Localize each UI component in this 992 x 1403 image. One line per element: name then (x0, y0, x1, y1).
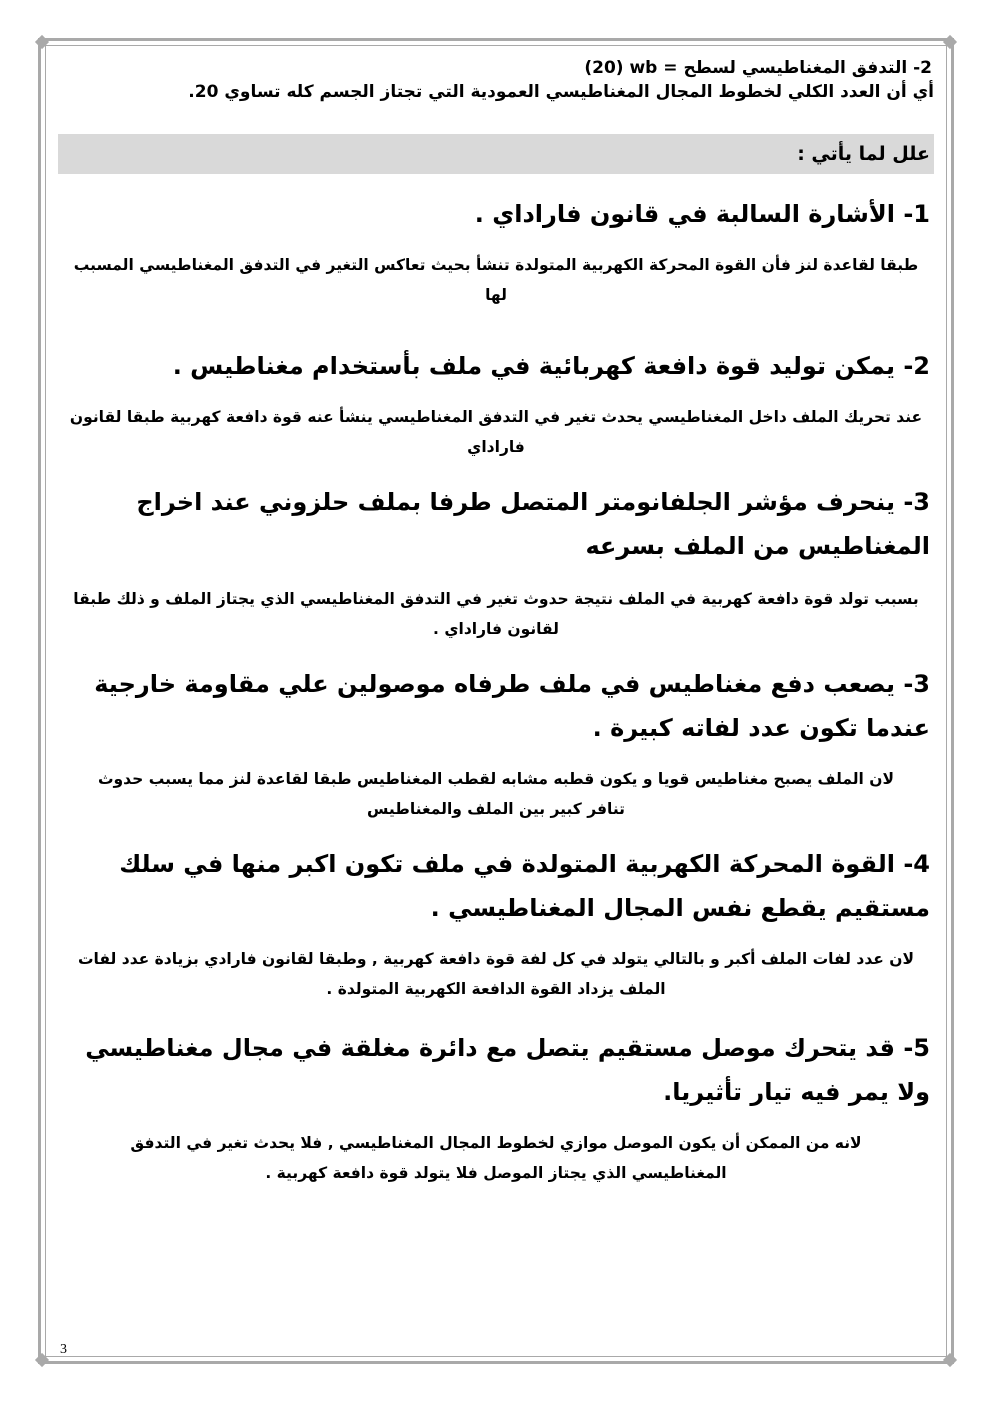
section-title: علل لما يأتي : (58, 134, 934, 174)
answer-4: لان الملف يصبح مغناطيس قويا و يكون قطبه مشابه لقطب المغناطيس طبقا لقاعدة لنز مما يسبب حدوث تنافر كبير بين الملف والمغناطيس (97, 770, 895, 818)
question-6: 5- قد يتحرك موصل مستقيم يتصل مع دائرة مغلقة في مجال مغناطيسي ولا يمر فيه تيار تأثيريا. (85, 1034, 930, 1106)
answer-1: طبقا لقاعدة لنز فأن القوة المحركة الكهربية المتولدة تنشأ بحيث تعاكس التغير في التدفق المغناطيسي المسبب لها (73, 256, 919, 304)
answer-3: بسبب تولد قوة دافعة كهربية في الملف نتيجة حدوث تغير في التدفق المغناطيسي الذي يجتاز الملف و ذلك طبقا لقانون فاراداي . (73, 590, 919, 638)
question-5: 4- القوة المحركة الكهربية المتولدة في ملف تكون اكبر منها في سلك مستقيم يقطع نفس المجال المغناطيسي . (119, 850, 930, 922)
question-3: 3- ينحرف مؤشر الجلفانومتر المتصل طرفا بملف حلزوني عند اخراج المغناطيس من الملف بسرعه (136, 488, 930, 560)
intro-line-1 (58, 56, 934, 80)
intro-line-1-text: 2- التدفق المغناطيسي لسطح (683, 58, 932, 78)
intro-formula: (20) wb = (584, 58, 678, 78)
page-content (58, 56, 934, 1188)
page-number: 3 (60, 1342, 67, 1357)
answer-6: لانه من الممكن أن يكون الموصل موازي لخطوط المجال المغناطيسي , فلا يحدث تغير في التدفق المغناطيسي الذي يجتاز الموصل فلا يتولد قوة دافعة كهربية . (130, 1134, 862, 1182)
question-1: 1- الأشارة السالبة في قانون فاراداي . (474, 200, 930, 228)
question-4: 3- يصعب دفع مغناطيس في ملف طرفاه موصولين علي مقاومة خارجية عندما تكون عدد لفاته كبيرة . (94, 670, 930, 742)
intro-line-2: أي أن العدد الكلي لخطوط المجال المغناطيسي العمودية التي تجتاز الجسم كله تساوي 20. (188, 82, 934, 102)
answer-2: عند تحريك الملف داخل المغناطيسي يحدث تغير في التدفق المغناطيسي ينشأ عنه قوة دافعة كهربية طبقا لقانون فاراداي (69, 408, 923, 456)
answer-5: لان عدد لفات الملف أكبر و بالتالي يتولد في كل لفة قوة دافعة كهربية , وطبقا لقانون فارادي بزيادة عدد لفات الملف يزداد القوة الدافعة الكهربية المتولدة . (77, 950, 915, 998)
question-2: 2- يمكن توليد قوة دافعة كهربائية في ملف بأستخدام مغناطيس . (172, 352, 930, 380)
